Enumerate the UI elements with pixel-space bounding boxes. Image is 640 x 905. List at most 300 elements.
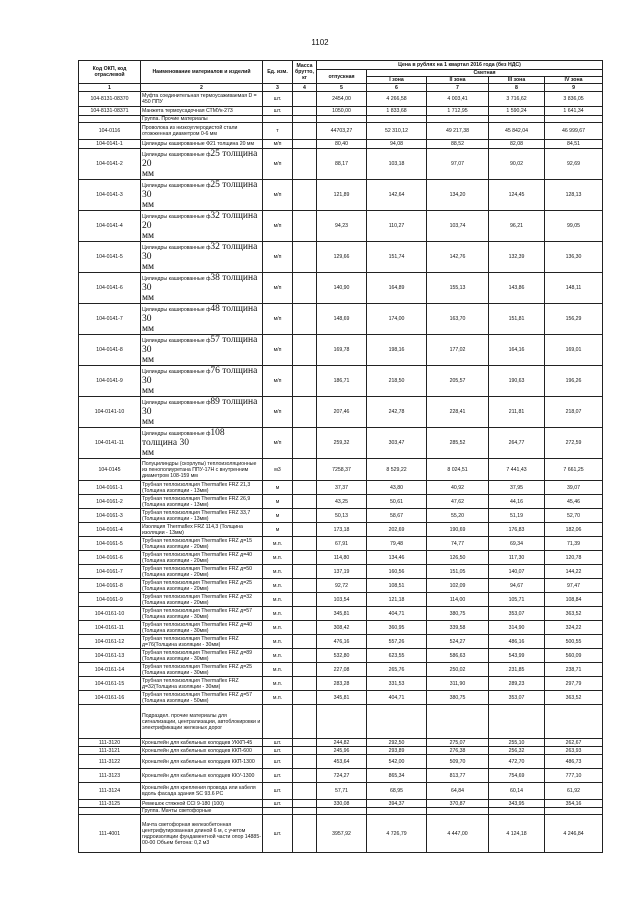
cell-zone-2 (427, 808, 489, 815)
cell-name (141, 593, 263, 607)
cell-name (141, 579, 263, 593)
cell-name-text: Ремешок стяжной CCI 9-180 (100) (142, 800, 224, 807)
cell-name (141, 523, 263, 537)
cell-name (141, 649, 263, 663)
cell-name-size: 32 толщина 30 (142, 242, 258, 262)
cell-code: 104-0141-7 (79, 304, 141, 335)
cell-zone-3: 4 124,18 (489, 815, 545, 853)
cell-zone-2: 40,92 (427, 481, 489, 495)
cell-name-text: Кронштейн для крепления провода или кабеля вдоль фасада здания SC 93.6 PC (142, 785, 256, 797)
cell-unit: м/п (263, 304, 293, 335)
cell-zone-3: 151,81 (489, 304, 545, 335)
cell-zone-2: 126,50 (427, 551, 489, 565)
table-body (79, 92, 603, 853)
cell-name (141, 537, 263, 551)
cell-name-unit: мм (142, 262, 155, 272)
cell-release-price: 7258,37 (317, 459, 367, 481)
cell-name-text: Цилиндры кашированные ф (142, 152, 211, 158)
cell-unit: м (263, 509, 293, 523)
cell-zone-4: 363,52 (545, 607, 603, 621)
cell-name (141, 211, 263, 242)
cell-mass (293, 116, 317, 123)
cell-name-size: 108 толщина 30 (142, 428, 225, 448)
cell-zone-3: 90,02 (489, 149, 545, 180)
cell-release-price (317, 808, 367, 815)
cell-unit: м.п. (263, 607, 293, 621)
cell-zone-2: 47,62 (427, 495, 489, 509)
cell-zone-4: 500,55 (545, 635, 603, 649)
cell-mass (293, 621, 317, 635)
cell-unit: м (263, 481, 293, 495)
table-row (79, 366, 603, 397)
table-row (79, 397, 603, 428)
cell-name (141, 769, 263, 783)
cell-name (141, 149, 263, 180)
cell-name-text: Цилиндры кашированные ф (142, 183, 211, 189)
cell-name-text: Цилиндры кашированные ф (142, 369, 211, 375)
cell-zone-3: 69,34 (489, 537, 545, 551)
cell-zone-4: 560,09 (545, 649, 603, 663)
table-row (79, 495, 603, 509)
cell-zone-1: 52 310,12 (367, 123, 427, 140)
table-row (79, 565, 603, 579)
cell-mass (293, 397, 317, 428)
cell-zone-4: 263,93 (545, 747, 603, 755)
cell-zone-4: 97,47 (545, 579, 603, 593)
cell-release-price: 724,27 (317, 769, 367, 783)
cell-zone-4: 218,07 (545, 397, 603, 428)
cell-name (141, 428, 263, 459)
table-row (79, 242, 603, 273)
cell-zone-4: 324,22 (545, 621, 603, 635)
cell-name-unit: мм (142, 293, 155, 303)
cell-code: 104-0161-1 (79, 481, 141, 495)
cell-release-price: 476,16 (317, 635, 367, 649)
cell-name-text: Группа. Прочие материалы (142, 116, 208, 122)
cell-zone-1: 108,51 (367, 579, 427, 593)
header-zone-2: II зона (427, 77, 489, 84)
cell-zone-3: 343,95 (489, 800, 545, 808)
cell-zone-2: 142,76 (427, 242, 489, 273)
cell-code: 104-8131-08371 (79, 107, 141, 116)
cell-name-size: 32 толщина 20 (142, 211, 258, 231)
cell-name-text: Проволока из низкоуглеродистой стали отожженная диаметром 0-6 мм (142, 125, 238, 137)
cell-zone-1 (367, 116, 427, 123)
cell-zone-3: 3 716,62 (489, 92, 545, 107)
cell-zone-4: 120,78 (545, 551, 603, 565)
column-number: 6 (367, 84, 427, 92)
cell-zone-3: 51,19 (489, 509, 545, 523)
cell-mass (293, 140, 317, 149)
table-row (79, 691, 603, 705)
table-row (79, 123, 603, 140)
cell-mass (293, 273, 317, 304)
cell-unit: м.п. (263, 537, 293, 551)
cell-code: 104-0161-10 (79, 607, 141, 621)
table-row (79, 523, 603, 537)
cell-zone-3: 96,21 (489, 211, 545, 242)
cell-zone-1: 151,74 (367, 242, 427, 273)
cell-zone-4: 297,79 (545, 677, 603, 691)
cell-code: 104-0141-1 (79, 140, 141, 149)
cell-release-price: 57,71 (317, 783, 367, 800)
cell-zone-4: 39,07 (545, 481, 603, 495)
cell-name-size: 48 толщина 30 (142, 304, 258, 324)
cell-mass (293, 366, 317, 397)
cell-zone-2: 103,74 (427, 211, 489, 242)
cell-zone-4: 84,51 (545, 140, 603, 149)
cell-unit: м/п (263, 273, 293, 304)
cell-mass (293, 523, 317, 537)
table-row (79, 808, 603, 815)
cell-zone-2: 228,41 (427, 397, 489, 428)
cell-mass (293, 579, 317, 593)
cell-zone-4: 52,70 (545, 509, 603, 523)
cell-zone-3 (489, 116, 545, 123)
cell-release-price: 80,40 (317, 140, 367, 149)
column-number: 3 (263, 84, 293, 92)
cell-release-price: 345,81 (317, 607, 367, 621)
cell-zone-1: 142,64 (367, 180, 427, 211)
cell-zone-3: 314,90 (489, 621, 545, 635)
cell-zone-1: 542,00 (367, 755, 427, 769)
cell-code: 104-0141-5 (79, 242, 141, 273)
cell-name-unit: мм (142, 324, 155, 334)
cell-name-size: 25 толщина 30 (142, 180, 258, 200)
cell-zone-1: 50,61 (367, 495, 427, 509)
cell-unit: м (263, 495, 293, 509)
cell-name-text: Изоляция Thermaflex FRZ 114,3 (Толщина изоляции - 13мм) (142, 523, 243, 536)
column-number: 5 (317, 84, 367, 92)
cell-unit: м.п. (263, 677, 293, 691)
cell-zone-1 (367, 705, 427, 739)
cell-name (141, 677, 263, 691)
cell-zone-4: 46 999,67 (545, 123, 603, 140)
cell-zone-3: 124,45 (489, 180, 545, 211)
cell-unit: шт. (263, 783, 293, 800)
cell-zone-2 (427, 116, 489, 123)
cell-release-price: 44703,27 (317, 123, 367, 140)
table-row (79, 815, 603, 853)
cell-release-price: 43,25 (317, 495, 367, 509)
cell-zone-4: 1 641,34 (545, 107, 603, 116)
cell-zone-2: 586,63 (427, 649, 489, 663)
cell-unit: м/п (263, 149, 293, 180)
cell-zone-1: 164,89 (367, 273, 427, 304)
cell-unit: м.п. (263, 551, 293, 565)
cell-zone-1: 134,46 (367, 551, 427, 565)
cell-code: 104-0161-13 (79, 649, 141, 663)
cell-zone-4: 262,67 (545, 739, 603, 747)
cell-code: 104-0161-9 (79, 593, 141, 607)
cell-code: 104-0141-6 (79, 273, 141, 304)
cell-zone-2: 8 024,51 (427, 459, 489, 481)
header-release: отпускная (317, 70, 367, 84)
cell-zone-3: 140,07 (489, 565, 545, 579)
cell-release-price: 103,54 (317, 593, 367, 607)
cell-zone-2: 205,57 (427, 366, 489, 397)
cell-unit: м.п. (263, 691, 293, 705)
cell-mass (293, 123, 317, 140)
table-row (79, 593, 603, 607)
cell-release-price (317, 116, 367, 123)
cell-zone-2: 177,02 (427, 335, 489, 366)
cell-release-price (317, 705, 367, 739)
cell-name (141, 565, 263, 579)
table-row (79, 551, 603, 565)
cell-zone-4: 92,69 (545, 149, 603, 180)
cell-code: 104-0141-8 (79, 335, 141, 366)
cell-mass (293, 428, 317, 459)
cell-zone-4: 363,52 (545, 691, 603, 705)
cell-zone-1: 4 726,79 (367, 815, 427, 853)
cell-code: 104-0161-7 (79, 565, 141, 579)
cell-zone-2: 97,07 (427, 149, 489, 180)
cell-name-text: Трубная теплоизоляция Thermaflex FRZ д=57 (Толщина изоляции - 30мм) (142, 607, 252, 620)
header-code: Код ОКП, код отраслевой (79, 61, 141, 84)
cell-name (141, 739, 263, 747)
cell-name-text: Муфта соединительная термоусаживаемая D = 450 ППУ (142, 93, 257, 105)
cell-zone-2: 276,38 (427, 747, 489, 755)
header-zone-4: IV зона (545, 77, 603, 84)
cell-name (141, 691, 263, 705)
cell-name (141, 107, 263, 116)
cell-release-price: 137,19 (317, 565, 367, 579)
cell-zone-3: 37,95 (489, 481, 545, 495)
cell-code: 104-0161-8 (79, 579, 141, 593)
cell-code (79, 705, 141, 739)
cell-release-price: 308,42 (317, 621, 367, 635)
cell-name (141, 800, 263, 808)
cell-zone-1: 623,55 (367, 649, 427, 663)
cell-code: 104-0141-11 (79, 428, 141, 459)
cell-release-price: 207,46 (317, 397, 367, 428)
column-number: 8 (489, 84, 545, 92)
cell-release-price: 227,08 (317, 663, 367, 677)
cell-zone-3: 44,16 (489, 495, 545, 509)
table-row (79, 304, 603, 335)
cell-zone-2: 151,05 (427, 565, 489, 579)
cell-zone-3: 117,30 (489, 551, 545, 565)
cell-release-price: 259,32 (317, 428, 367, 459)
cell-zone-1: 1 833,68 (367, 107, 427, 116)
cell-zone-1: 292,50 (367, 739, 427, 747)
cell-zone-3: 289,23 (489, 677, 545, 691)
cell-zone-3: 472,70 (489, 755, 545, 769)
cell-code: 111-3120 (79, 739, 141, 747)
cell-name-text: Манжета термоусадочная СТМУк-273 (142, 108, 233, 114)
cell-mass (293, 769, 317, 783)
column-number-row (79, 84, 603, 92)
cell-release-price: 50,13 (317, 509, 367, 523)
cell-zone-4: 45,46 (545, 495, 603, 509)
cell-release-price: 330,08 (317, 800, 367, 808)
cell-code: 111-3121 (79, 747, 141, 755)
cell-unit: м.п. (263, 663, 293, 677)
cell-unit: м.п. (263, 593, 293, 607)
cell-zone-3 (489, 705, 545, 739)
cell-zone-2: 4 003,41 (427, 92, 489, 107)
cell-name-text: Трубная теплоизоляция Thermaflex FRZ 33,7 (Толщина изоляции - 13мм) (142, 509, 251, 522)
cell-code: 104-0161-2 (79, 495, 141, 509)
cell-name (141, 509, 263, 523)
cell-zone-3: 164,16 (489, 335, 545, 366)
cell-name-text: Кронштейн для кабельных колодцев ККУ-1300 (142, 772, 255, 779)
cell-zone-4 (545, 705, 603, 739)
cell-unit: м (263, 523, 293, 537)
table-row (79, 140, 603, 149)
table-row (79, 783, 603, 800)
cell-zone-4: 169,01 (545, 335, 603, 366)
cell-zone-4: 777,10 (545, 769, 603, 783)
cell-mass (293, 459, 317, 481)
cell-zone-3: 231,85 (489, 663, 545, 677)
cell-name-text: Цилиндры кашированные ф (142, 338, 211, 344)
cell-mass (293, 92, 317, 107)
cell-name (141, 304, 263, 335)
table-row (79, 769, 603, 783)
cell-zone-2: 509,70 (427, 755, 489, 769)
cell-name (141, 747, 263, 755)
cell-zone-4: 108,84 (545, 593, 603, 607)
cell-zone-4 (545, 808, 603, 815)
cell-zone-2: 380,75 (427, 607, 489, 621)
cell-name-unit: мм (142, 200, 155, 210)
table-row (79, 677, 603, 691)
cell-zone-3: 255,10 (489, 739, 545, 747)
cell-zone-3: 256,32 (489, 747, 545, 755)
cell-mass (293, 649, 317, 663)
cell-name-text: Цилиндры кашированные ф (142, 214, 211, 220)
cell-mass (293, 180, 317, 211)
cell-mass (293, 481, 317, 495)
cell-name (141, 481, 263, 495)
cell-code: 104-0161-3 (79, 509, 141, 523)
cell-name (141, 783, 263, 800)
cell-zone-4: 128,13 (545, 180, 603, 211)
cell-unit: м.п. (263, 649, 293, 663)
cell-release-price: 186,71 (317, 366, 367, 397)
cell-release-price: 114,80 (317, 551, 367, 565)
cell-unit: шт. (263, 815, 293, 853)
cell-zone-4: 4 246,84 (545, 815, 603, 853)
cell-name (141, 621, 263, 635)
cell-code (79, 116, 141, 123)
header-mass: Масса брутто, кг (293, 61, 317, 84)
cell-mass (293, 149, 317, 180)
cell-mass (293, 107, 317, 116)
cell-release-price: 169,78 (317, 335, 367, 366)
cell-release-price: 92,72 (317, 579, 367, 593)
price-table (78, 60, 603, 853)
cell-code: 104-0161-4 (79, 523, 141, 537)
cell-zone-3: 211,81 (489, 397, 545, 428)
cell-name-unit: мм (142, 169, 155, 179)
cell-release-price: 140,90 (317, 273, 367, 304)
cell-name-text: Трубная теплоизоляция Thermaflex FRZ д=25 (Толщина изоляции - 30мм) (142, 663, 252, 676)
cell-zone-3: 94,67 (489, 579, 545, 593)
cell-zone-1: 110,27 (367, 211, 427, 242)
cell-mass (293, 755, 317, 769)
cell-code: 104-0161-11 (79, 621, 141, 635)
cell-zone-1: 103,18 (367, 149, 427, 180)
cell-name-size: 76 толщина 30 (142, 366, 258, 386)
cell-release-price: 121,89 (317, 180, 367, 211)
page-number: 1102 (311, 38, 329, 47)
cell-name (141, 180, 263, 211)
cell-unit: м.п. (263, 565, 293, 579)
table-row (79, 149, 603, 180)
cell-name-unit: мм (142, 231, 155, 241)
cell-zone-1: 160,56 (367, 565, 427, 579)
table-row (79, 273, 603, 304)
cell-zone-2: 163,70 (427, 304, 489, 335)
cell-zone-2: 190,69 (427, 523, 489, 537)
cell-release-price: 345,81 (317, 691, 367, 705)
cell-zone-4 (545, 116, 603, 123)
cell-code: 104-0161-14 (79, 663, 141, 677)
cell-mass (293, 211, 317, 242)
cell-name-text: Цилиндры кашированные ф (142, 431, 211, 437)
cell-zone-1: 865,34 (367, 769, 427, 783)
cell-zone-1: 43,80 (367, 481, 427, 495)
cell-zone-1: 360,95 (367, 621, 427, 635)
cell-name (141, 123, 263, 140)
cell-zone-2: 370,87 (427, 800, 489, 808)
cell-unit: м/п (263, 397, 293, 428)
cell-name (141, 335, 263, 366)
cell-zone-3: 132,39 (489, 242, 545, 273)
cell-name (141, 140, 263, 149)
cell-zone-2: 1 712,95 (427, 107, 489, 116)
cell-zone-2: 155,13 (427, 273, 489, 304)
cell-unit: м/п (263, 428, 293, 459)
cell-zone-3: 353,07 (489, 691, 545, 705)
cell-unit: м/п (263, 140, 293, 149)
cell-zone-2: 114,00 (427, 593, 489, 607)
table-row (79, 428, 603, 459)
cell-name-text: Кронштейн для кабельных колодцев ККП-600 (142, 747, 252, 754)
table-row (79, 607, 603, 621)
table-row (79, 116, 603, 123)
cell-zone-1: 242,78 (367, 397, 427, 428)
cell-release-price: 3957,92 (317, 815, 367, 853)
table-row (79, 579, 603, 593)
cell-zone-3: 353,07 (489, 607, 545, 621)
cell-unit: шт. (263, 800, 293, 808)
cell-unit (263, 808, 293, 815)
cell-mass (293, 808, 317, 815)
cell-release-price: 173,18 (317, 523, 367, 537)
column-number: 2 (141, 84, 263, 92)
cell-unit: м.п. (263, 621, 293, 635)
cell-code: 104-0161-16 (79, 691, 141, 705)
table-row (79, 92, 603, 107)
cell-name-text: Трубная теплоизоляция Thermaflex FRZ д=89 (Толщина изоляции - 30мм) (142, 649, 252, 662)
cell-mass (293, 304, 317, 335)
cell-name-text: Группа. Мачты светофорные (142, 808, 212, 814)
cell-mass (293, 800, 317, 808)
cell-zone-4: 156,29 (545, 304, 603, 335)
cell-zone-1: 121,18 (367, 593, 427, 607)
cell-name-text: Трубная теплоизоляция Thermaflex FRZ 26,9 (Толщина изоляции - 13мм) (142, 495, 251, 508)
cell-name-text: Трубная теплоизоляция Thermaflex FRZ д=50 (Толщина изоляции - 20мм) (142, 565, 252, 578)
cell-zone-3: 7 441,43 (489, 459, 545, 481)
cell-code: 111-3125 (79, 800, 141, 808)
cell-release-price: 94,23 (317, 211, 367, 242)
cell-release-price: 129,66 (317, 242, 367, 273)
table-row (79, 481, 603, 495)
